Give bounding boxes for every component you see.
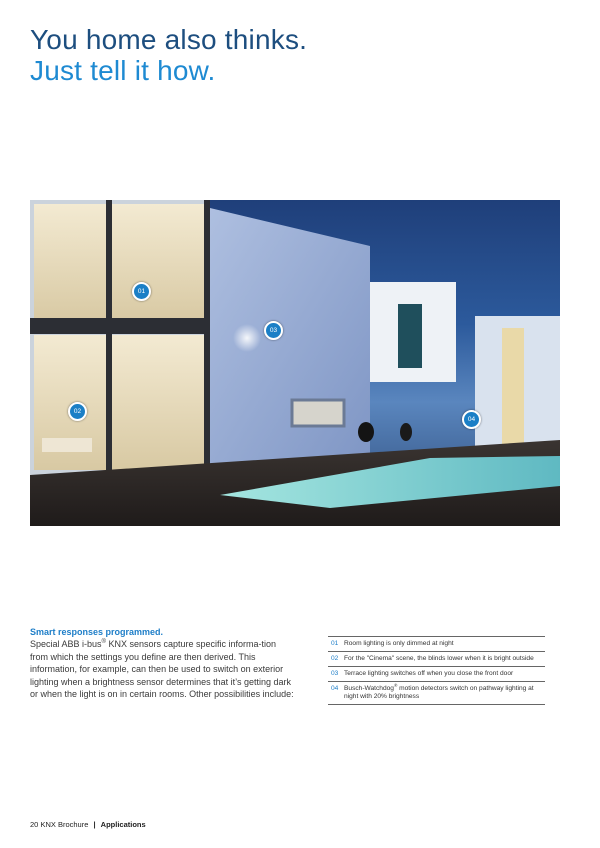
publication-name: KNX Brochure <box>40 820 89 829</box>
headline <box>30 24 307 86</box>
list-item-number: 02 <box>331 655 339 662</box>
marker-01[interactable]: 01 <box>132 282 151 301</box>
list-item-text: For the "Cinema" scene, the blinds lower when it is bright outside <box>344 655 534 662</box>
list-item <box>328 637 545 652</box>
possibilities-list <box>328 636 545 705</box>
section-name: Applications <box>100 820 146 829</box>
list-item-text: Terrace lighting switches off when you close the front door <box>344 670 514 677</box>
section-subheading: Smart responses programmed. <box>30 627 164 637</box>
page-footer <box>30 820 146 829</box>
list-item <box>328 667 545 682</box>
body-text-part1: Special ABB i-bus <box>30 639 102 649</box>
page-number: 20 <box>30 820 39 829</box>
registered-mark: ® <box>101 639 106 645</box>
list-item <box>328 682 545 705</box>
section-body <box>30 638 295 701</box>
house-photo <box>30 200 560 526</box>
marker-02[interactable]: 02 <box>68 402 87 421</box>
marker-03[interactable]: 03 <box>264 321 283 340</box>
footer-separator: | <box>93 820 96 829</box>
list-item-number: 04 <box>331 685 339 692</box>
list-item-text: Room lighting is only dimmed at night <box>344 640 454 647</box>
list-item-text <box>344 682 545 701</box>
list-item-text-part2: motion detectors switch on pathway lighting at night with 20% brightness <box>344 685 534 700</box>
headline-line-2: Just tell it how. <box>30 55 216 86</box>
list-item-number: 03 <box>331 670 339 677</box>
list-item-text-part1: Busch-Watchdog <box>344 685 394 692</box>
headline-line-1: You home also thinks. <box>30 24 308 55</box>
body-text-part2: KNX sensors capture specific informa-tion from which the settings you define are then derived. This information, for example, can then be used to switch on exterior lighting when a brightness sensor determines that it’s getting dark or when the light is on in certain rooms. Other possibilities include: <box>30 639 294 700</box>
list-item-number: 01 <box>331 640 339 647</box>
house-illustration <box>30 200 560 526</box>
registered-mark: ® <box>393 682 398 688</box>
list-item <box>328 652 545 667</box>
marker-04[interactable]: 04 <box>462 410 481 429</box>
